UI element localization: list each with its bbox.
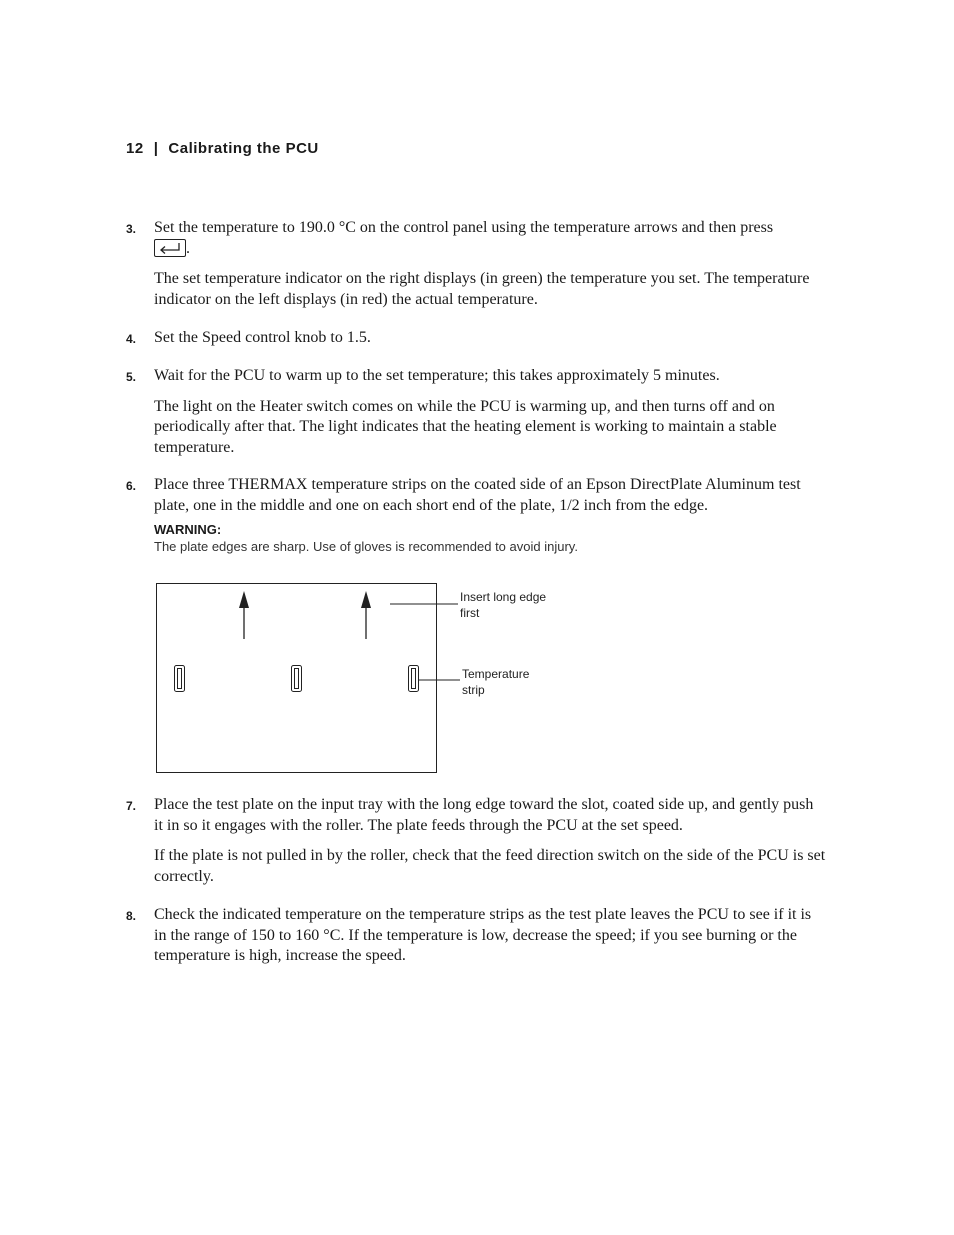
step-text: Wait for the PCU to warm up to the set temperature; this takes approximately 5 minutes. <box>154 367 720 384</box>
temperature-strip-middle <box>292 666 302 692</box>
step-number: 8. <box>126 909 137 923</box>
step-number: 4. <box>126 332 137 346</box>
step-text: Set the Speed control knob to 1.5. <box>154 329 371 346</box>
step-body <box>154 905 826 977</box>
step-paragraph: The light on the Heater switch comes on while the PCU is warming up, and then turns off and on periodically after that. The light indicates that the heating element is working to maintain a stable temperature. <box>154 397 777 456</box>
step-body <box>154 366 826 468</box>
step-instruction <box>154 218 826 259</box>
insert-arrow-left <box>239 591 249 639</box>
step-body <box>154 218 826 320</box>
temperature-strip-label-line1: Temperature <box>462 667 530 681</box>
step-number: 3. <box>126 222 137 236</box>
section-title: Calibrating the PCU <box>168 140 319 157</box>
step-number: 5. <box>126 370 137 384</box>
insert-edge-label <box>460 589 546 621</box>
temperature-strip-left <box>175 666 185 692</box>
step-body <box>154 795 826 897</box>
step-number: 7. <box>126 799 137 813</box>
page-number: 12 <box>126 140 144 157</box>
step-text-after: . <box>186 239 190 257</box>
test-plate <box>157 584 437 773</box>
temperature-strip-label <box>462 666 529 698</box>
step-body <box>154 475 826 556</box>
insert-edge-label-line2: first <box>460 606 480 620</box>
insert-arrow-right <box>361 591 371 639</box>
temperature-strip-label-line2: strip <box>462 683 485 697</box>
step-text: Check the indicated temperature on the temperature strips as the test plate leaves the PCU to see if it is in the range of 150 to 160 °C. If the temperature is low, decrease the speed; if you see burning or the temperature is high, increase the speed. <box>154 906 812 964</box>
warning-block <box>154 522 826 556</box>
temperature-strip-right <box>409 666 419 692</box>
step-text: Place the test plate on the input tray with the long edge toward the slot, coated side up, and gently push it in so it engages with the roller. The plate feeds through the PCU at the set speed. <box>154 796 814 834</box>
running-head <box>126 140 319 157</box>
step-number: 6. <box>126 479 137 493</box>
plate-diagram <box>150 578 570 778</box>
enter-key-icon <box>154 239 186 257</box>
step-body <box>154 328 826 359</box>
step-paragraph: If the plate is not pulled in by the roller, check that the feed direction switch on the side of the PCU is set correctly. <box>154 847 826 885</box>
header-separator: | <box>153 140 159 157</box>
step-text: Place three THERMAX temperature strips on the coated side of an Epson DirectPlate Aluminum test plate, one in the middle and one on each short end of the plate, 1/2 inch from the edge. <box>154 476 801 514</box>
warning-text: The plate edges are sharp. Use of gloves is recommended to avoid injury. <box>154 539 578 554</box>
insert-edge-label-line1: Insert long edge <box>460 590 547 604</box>
step-text: Set the temperature to 190.0 °C on the control panel using the temperature arrows and then press <box>154 219 774 236</box>
step-paragraph: The set temperature indicator on the right displays (in green) the temperature you set. The temperature indicator on the left displays (in red) the actual temperature. <box>154 270 810 308</box>
warning-title: WARNING: <box>154 522 222 537</box>
